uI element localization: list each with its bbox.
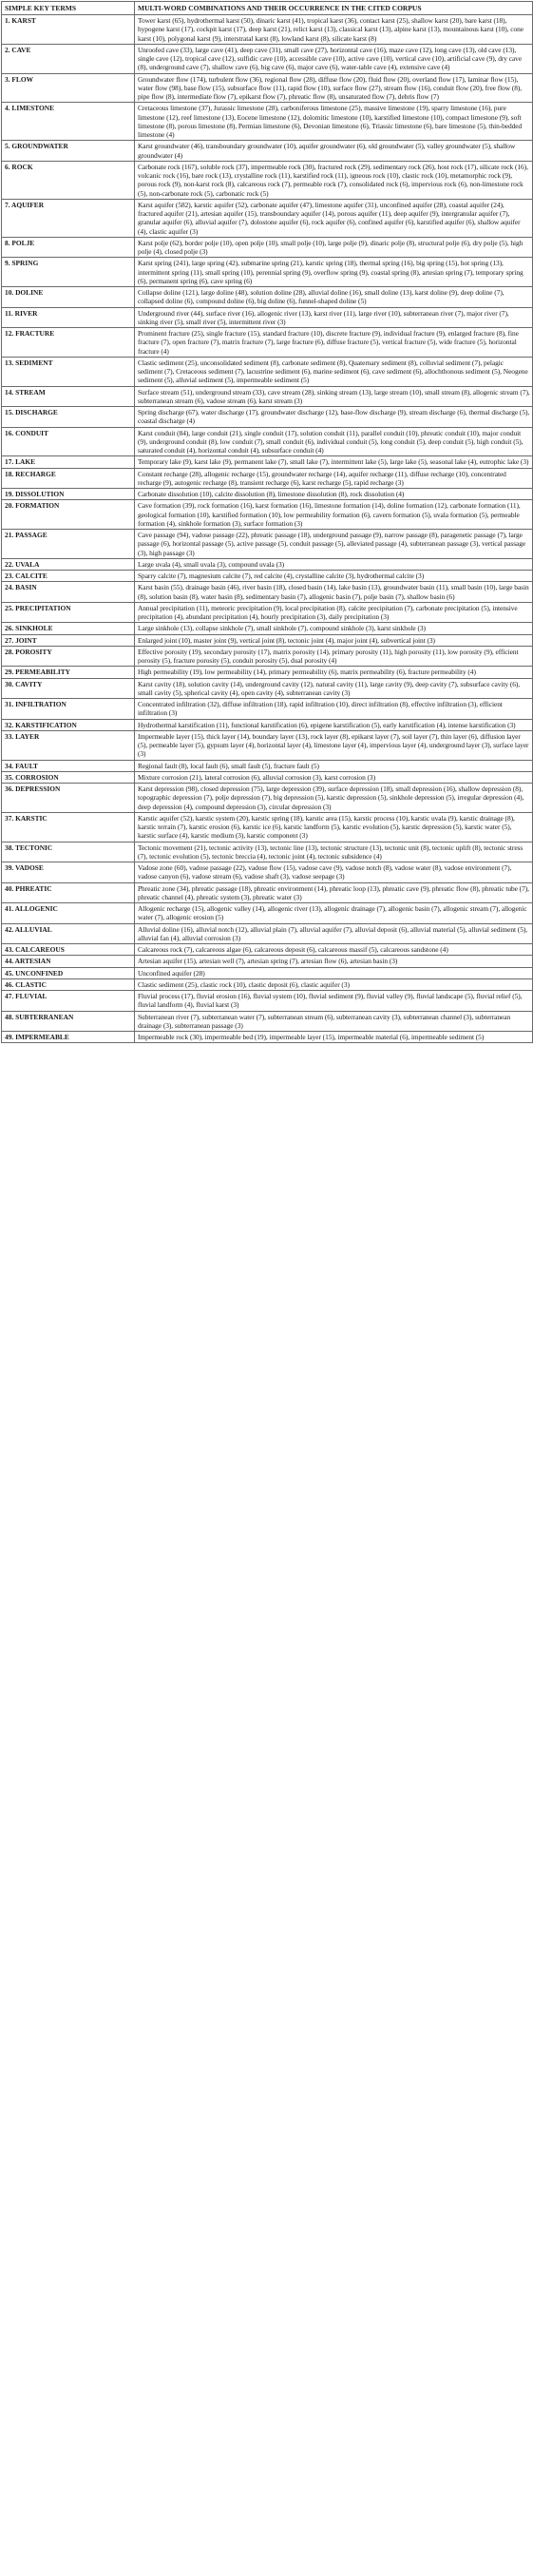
table-row	[2, 1011, 533, 1032]
combinations-cell: Karst groundwater (46), transboundary groundwater (10), aquifer groundwater (6), old groundwater (5), valley groundwater (5), shallow groundwater (4)	[135, 141, 533, 162]
key-term-cell: 11. RIVER	[2, 307, 135, 328]
table-row	[2, 944, 533, 956]
table-row	[2, 646, 533, 667]
key-term-cell: 19. DISSOLUTION	[2, 489, 135, 500]
table-row	[2, 582, 533, 603]
combinations-cell: Constant recharge (28), allogenic recharge (15), groundwater recharge (14), aquifer recharge (11), diffuse recharge (10), concentrated recharge (9), autogenic recharge (8), transient recharge (6), karst recharge (5), rapid recharge (3)	[135, 468, 533, 489]
combinations-cell: High permeability (19), low permeability (14), primary permeability (6), matrix permeability (6), fracture permeability (4)	[135, 667, 533, 678]
key-term-cell: 24. BASIN	[2, 582, 135, 603]
key-term-cell: 39. VADOSE	[2, 862, 135, 883]
table-row	[2, 991, 533, 1012]
table-row	[2, 456, 533, 468]
table-row	[2, 571, 533, 582]
combinations-cell: Alluvial doline (16), alluvial notch (12), alluvial plain (7), alluvial aquifer (7), alluvial deposit (6), alluvial material (5), alluvial sediment (5), alluvial fan (4), alluvial corrosion (3)	[135, 923, 533, 944]
key-term-cell: 41. ALLOGENIC	[2, 903, 135, 924]
table-row	[2, 530, 533, 559]
key-term-cell: 27. JOINT	[2, 634, 135, 646]
table-row	[2, 730, 533, 760]
combinations-cell: Regional fault (8), local fault (6), small fault (5), fracture fault (5)	[135, 760, 533, 771]
header-simple-key-terms: SIMPLE KEY TERMS	[2, 2, 135, 15]
table-row	[2, 699, 533, 720]
key-term-cell: 21. PASSAGE	[2, 530, 135, 559]
table-row	[2, 784, 533, 813]
combinations-cell: Carbonate rock (167), soluble rock (37), impermeable rock (30), fractured rock (29), sedimentary rock (26), host rock (17), silicate rock (16), volcanic rock (16), bare rock (13), crystalline rock (11), karstified rock (11), igneous rock (10), clastic rock (10), metamorphic rock (9), porous rock (9), non-karst rock (8), calcareous rock (7), permeable rock (7), consolidated rock (6), impervious rock (6), non-limestone rock (5), non-carbonate rock (5), carbonatic rock (5)	[135, 161, 533, 199]
table-row	[2, 812, 533, 842]
key-term-cell: 28. POROSITY	[2, 646, 135, 667]
key-term-cell: 22. UVALA	[2, 558, 135, 570]
key-term-cell: 46. CLASTIC	[2, 978, 135, 990]
key-term-cell: 37. KARSTIC	[2, 812, 135, 842]
key-term-cell: 26. SINKHOLE	[2, 623, 135, 634]
table-row	[2, 903, 533, 924]
combinations-cell: Clastic sediment (25), unconsolidated sediment (8), carbonate sediment (8), Quaternary sediment (8), colluvial sediment (7), pelagic sediment (7), Cretaceous sediment (7), lacustrine sediment (6), marine sediment (6), cave sediment (6), allochthonous sediment (5), Neogene sediment (5), alluvial sediment (5), impermeable sediment (5)	[135, 357, 533, 386]
key-terms-table	[1, 1, 533, 1043]
key-term-cell: 32. KARSTIFICATION	[2, 719, 135, 730]
combinations-cell: Karst spring (241), large spring (42), submarine spring (21), karstic spring (18), thermal spring (16), big spring (15), hot spring (13), intermittent spring (11), small spring (10), perennial spring (9), overflow spring (9), coastal spring (8), artesian spring (7), temporary spring (6), permanent spring (6), cave spring (6)	[135, 258, 533, 287]
combinations-cell: Mixture corrosion (21), lateral corrosion (6), alluvial corrosion (3), karst corrosion (3)	[135, 771, 533, 783]
table-row	[2, 678, 533, 699]
table-row	[2, 623, 533, 634]
key-term-cell: 33. LAYER	[2, 730, 135, 760]
table-row	[2, 15, 533, 45]
key-term-cell: 49. IMPERMEABLE	[2, 1032, 135, 1043]
combinations-cell: Artesian aquifer (15), artesian well (7), artesian spring (7), artesian flow (6), artesian basin (3)	[135, 956, 533, 967]
key-term-cell: 4. LIMESTONE	[2, 103, 135, 141]
combinations-cell: Karst aquifer (582), karstic aquifer (52), carbonate aquifer (47), limestone aquifer (31), unconfined aquifer (28), coastal aquifer (24), fractured aquifer (21), artesian aquifer (15), transboundary aquifer (14), porous aquifer (11), deep aquifer (9), intergranular aquifer (7), granular aquifer (6), alluvial aquifer (7), dolostone aquifer (6), rock aquifer (6), confined aquifer (6), karstified aquifer (6), shallow aquifer (4), clastic aquifer (3)	[135, 199, 533, 237]
key-term-cell: 6. ROCK	[2, 161, 135, 199]
key-term-cell: 12. FRACTURE	[2, 328, 135, 358]
combinations-cell: Large sinkhole (13), collapse sinkhole (7), small sinkhole (7), compound sinkhole (3), karst sinkhole (3)	[135, 623, 533, 634]
table-row	[2, 328, 533, 358]
combinations-cell: Impermeable layer (15), thick layer (14), boundary layer (13), rock layer (8), epikarst layer (7), soil layer (7), thin layer (6), diffusion layer (5), permeable layer (5), gypsum layer (4), horizontal layer (4), limestone layer (4), impervious layer (4), underground layer (3), surface layer (3)	[135, 730, 533, 760]
table-row	[2, 141, 533, 162]
table-row	[2, 558, 533, 570]
key-term-cell: 40. PHREATIC	[2, 882, 135, 903]
table-row	[2, 161, 533, 199]
table-row	[2, 862, 533, 883]
combinations-cell: Impermeable rock (30), impermeable bed (19), impermeable layer (15), impermeable material (6), impermeable sediment (5)	[135, 1032, 533, 1043]
combinations-cell: Karst conduit (84), large conduit (21), single conduit (17), solution conduit (11), parallel conduit (10), phreatic conduit (10), major conduit (9), underground conduit (8), low conduit (7), small conduit (6), individual conduit (5), long conduit (5), deep conduit (5), high conduit (5), saturated conduit (4), horizontal conduit (4), subsurface conduit (4)	[135, 427, 533, 456]
combinations-cell: Karst cavity (18), solution cavity (14), underground cavity (12), natural cavity (11), large cavity (9), deep cavity (7), subsurface cavity (6), small cavity (5), spherical cavity (4), open cavity (4), subterranean cavity (3)	[135, 678, 533, 699]
key-term-cell: 23. CALCITE	[2, 571, 135, 582]
combinations-cell: Cave passage (94), vadose passage (22), phreatic passage (18), underground passage (9), narrow passage (8), paragenetic passage (7), large passage (6), horizontal passage (5), active passage (5), conduit passage (5), alleviated passage (4), subterranean passage (3), vertical passage (3), high passage (3)	[135, 530, 533, 559]
header-multi-word-combinations: MULTI-WORD COMBINATIONS AND THEIR OCCURRENCE IN THE CITED CORPUS	[135, 2, 533, 15]
table-row	[2, 842, 533, 862]
table-header-row	[2, 2, 533, 15]
table-row	[2, 771, 533, 783]
table-row	[2, 978, 533, 990]
table-row	[2, 199, 533, 237]
table-row	[2, 760, 533, 771]
table-row	[2, 634, 533, 646]
combinations-cell: Allogenic recharge (15), allogenic valley (14), allogenic river (13), allogenic drainage (7), allogenic basin (7), allogenic stream (7), allogenic water (7), allogenic erosion (5)	[135, 903, 533, 924]
combinations-cell: Unconfined aquifer (28)	[135, 967, 533, 978]
key-term-cell: 2. CAVE	[2, 44, 135, 73]
table-row	[2, 357, 533, 386]
combinations-cell: Vadose zone (60), vadose passage (22), vadose flow (15), vadose cave (9), vadose notch (8), vadose water (8), vadose environment (7), vadose canyon (6), vadose stream (6), vadose shaft (3), vadose seepage (3)	[135, 862, 533, 883]
combinations-cell: Enlarged joint (10), master joint (9), vertical joint (8), tectonic joint (4), major joint (4), subvertical joint (3)	[135, 634, 533, 646]
key-term-cell: 47. FLUVIAL	[2, 991, 135, 1012]
table-row	[2, 468, 533, 489]
key-term-cell: 35. CORROSION	[2, 771, 135, 783]
combinations-cell: Karst polje (62), border polje (10), open polje (10), small polje (10), large polje (9), dinaric polje (8), structural polje (6), dry polje (5), high polje (4), closed polje (3)	[135, 237, 533, 258]
combinations-cell: Surface stream (51), underground stream (33), cave stream (28), sinking stream (13), large stream (10), small stream (8), allogenic stream (7), subterranean stream (6), vadose stream (6), karst stream (3)	[135, 386, 533, 407]
key-term-cell: 16. CONDUIT	[2, 427, 135, 456]
combinations-cell: Karstic aquifer (52), karstic system (20), karstic spring (18), karstic area (15), karstic process (10), karstic uvala (9), karstic drainage (8), karstic terrain (7), karstic erosion (6), karstic ice (6), karstic landform (5), karstic evolution (5), karstic depression (5), karstic water (5), karstic surface (4), karstic medium (3), karstic component (3)	[135, 812, 533, 842]
combinations-cell: Annual precipitation (11), meteoric precipitation (9), local precipitation (8), calcite precipitation (7), carbonate precipitation (5), intensive precipitation (4), abundant precipitation (4), hourly precipitation (3), daily precipitation (3)	[135, 602, 533, 623]
table-row	[2, 602, 533, 623]
table-body	[2, 15, 533, 1043]
table-row	[2, 1032, 533, 1043]
table-row	[2, 103, 533, 141]
key-term-cell: 1. KARST	[2, 15, 135, 45]
key-term-cell: 18. RECHARGE	[2, 468, 135, 489]
table-row	[2, 967, 533, 978]
combinations-cell: Spring discharge (67), water discharge (17), groundwater discharge (12), base-flow discharge (9), stream discharge (6), thermal discharge (5), coastal discharge (4)	[135, 407, 533, 428]
combinations-cell: Cretaceous limestone (37), Jurassic limestone (28), carboniferous limestone (25), massive limestone (19), sparry limestone (16), pure limestone (12), reef limestone (13), Eocene limestone (12), dolomitic limestone (10), karstified limestone (10), compact limestone (9), soft limestone (8), porous limestone (8), Permian limestone (6), Devonian limestone (6), Triassic limestone (6), bare limestone (5), thin-bedded limestone (4)	[135, 103, 533, 141]
combinations-cell: Underground river (44), surface river (16), allogenic river (13), karst river (11), large river (10), subterranean river (7), major river (7), sinking river (5), small river (5), intermittent river (3)	[135, 307, 533, 328]
key-term-cell: 36. DEPRESSION	[2, 784, 135, 813]
table-row	[2, 407, 533, 428]
key-term-cell: 3. FLOW	[2, 73, 135, 103]
key-term-cell: 38. TECTONIC	[2, 842, 135, 862]
combinations-cell: Unroofed cave (33), large cave (41), deep cave (31), small cave (27), horizontal cave (16), maze cave (12), long cave (13), old cave (13), single cave (12), tropical cave (12), sulfidic cave (10), accessible cave (10), active cave (10), vertical cave (10), artificial cave (9), dry cave (8), underground cave (7), shallow cave (6), big cave (6), major cave (6), water-table cave (4), extensive cave (4)	[135, 44, 533, 73]
combinations-cell: Hydrothermal karstification (11), functional karstification (6), epigene karstification (5), early karstification (4), intense karstification (3)	[135, 719, 533, 730]
key-term-cell: 8. POLJE	[2, 237, 135, 258]
combinations-cell: Karst depression (98), closed depression (75), large depression (39), surface depression (18), small depression (16), shallow depression (8), topographic depression (7), polje depression (7), big depression (5), karstic depression (5), sinkhole depression (5), irregular depression (4), deep depression (4), compound depression (3), circular depression (3)	[135, 784, 533, 813]
combinations-cell: Prominent fracture (25), single fracture (15), standard fracture (10), discrete fracture (9), individual fracture (9), enlarged fracture (8), fine fracture (7), open fracture (7), matrix fracture (7), large fracture (6), diffuse fracture (5), vertical fracture (5), wide fracture (5), horizontal fracture (4)	[135, 328, 533, 358]
key-term-cell: 45. UNCONFINED	[2, 967, 135, 978]
combinations-cell: Large uvala (4), small uvala (3), compound uvala (3)	[135, 558, 533, 570]
combinations-cell: Carbonate dissolution (10), calcite dissolution (8), limestone dissolution (8), rock dissolution (4)	[135, 489, 533, 500]
key-term-cell: 14. STREAM	[2, 386, 135, 407]
combinations-cell: Clastic sediment (25), clastic rock (10), clastic deposit (6), clastic aquifer (3)	[135, 978, 533, 990]
key-term-cell: 29. PERMEABILITY	[2, 667, 135, 678]
table-row	[2, 73, 533, 103]
key-term-cell: 20. FORMATION	[2, 500, 135, 530]
table-row	[2, 287, 533, 308]
combinations-cell: Collapse doline (121), large doline (48), solution doline (28), alluvial doline (16), small doline (13), karst doline (9), deep doline (7), collapsed doline (6), compound doline (6), big doline (6), funnel-shaped doline (5)	[135, 287, 533, 308]
table-row	[2, 258, 533, 287]
combinations-cell: Fluvial process (17), fluvial erosion (16), fluvial system (10), fluvial sediment (9), fluvial valley (9), fluvial landscape (5), fluvial relief (5), fluvial landform (4), fluvial karst (3)	[135, 991, 533, 1012]
table-row	[2, 719, 533, 730]
combinations-cell: Groundwater flow (174), turbulent flow (36), regional flow (28), diffuse flow (20), fluid flow (20), overland flow (17), laminar flow (15), water flow (98), base flow (15), subsurface flow (11), rapid flow (10), surface flow (27), stream flow (16), conduit flow (20), free flow (8), pipe flow (8), intermediate flow (7), epikarst flow (7), phreatic flow (8), unsaturated flow (7), debris flow (7)	[135, 73, 533, 103]
combinations-cell: Calcareous rock (7), calcareous algae (6), calcareous deposit (6), calcareous massif (5), calcareous sandstone (4)	[135, 944, 533, 956]
key-term-cell: 42. ALLUVIAL	[2, 923, 135, 944]
table-row	[2, 386, 533, 407]
combinations-cell: Karst basin (55), drainage basin (46), river basin (18), closed basin (14), lake basin (13), groundwater basin (11), small basin (10), large basin (8), solution basin (8), water basin (8), sedimentary basin (7), allogenic basin (7), polje basin (7), shallow basin (6)	[135, 582, 533, 603]
table-row	[2, 923, 533, 944]
key-term-cell: 48. SUBTERRANEAN	[2, 1011, 135, 1032]
table-row	[2, 237, 533, 258]
table-row	[2, 44, 533, 73]
table-row	[2, 427, 533, 456]
key-term-cell: 7. AQUIFER	[2, 199, 135, 237]
combinations-cell: Cave formation (39), rock formation (16), karst formation (16), limestone formation (14), doline formation (12), carbonate formation (11), geological formation (10), karstified formation (10), low permeability formation (6), cavern formation (5), uvala formation (5), permeable formation (4), sinkhole formation (3), surface formation (3)	[135, 500, 533, 530]
key-term-cell: 17. LAKE	[2, 456, 135, 468]
combinations-cell: Phreatic zone (34), phreatic passage (18), phreatic environment (14), phreatic loop (13), phreatic cave (9), phreatic flow (8), phreatic tube (7), phreatic channel (4), phreatic system (3), phreatic water (3)	[135, 882, 533, 903]
table-row	[2, 956, 533, 967]
table-row	[2, 667, 533, 678]
table-row	[2, 500, 533, 530]
table-row	[2, 307, 533, 328]
key-term-cell: 34. FAULT	[2, 760, 135, 771]
key-term-cell: 5. GROUNDWATER	[2, 141, 135, 162]
combinations-cell: Tectonic movement (21), tectonic activity (13), tectonic line (13), tectonic structure (13), tectonic unit (8), tectonic uplift (8), tectonic stress (7), tectonic evolution (5), tectonic breccia (4), tectonic joint (4), tectonic subsidence (4)	[135, 842, 533, 862]
key-term-cell: 30. CAVITY	[2, 678, 135, 699]
key-term-cell: 25. PRECIPITATION	[2, 602, 135, 623]
table-row	[2, 489, 533, 500]
key-term-cell: 10. DOLINE	[2, 287, 135, 308]
key-term-cell: 13. SEDIMENT	[2, 357, 135, 386]
combinations-cell: Temporary lake (9), karst lake (9), permanent lake (7), small lake (7), intermittent lake (5), large lake (5), seasonal lake (4), eutrophic lake (3)	[135, 456, 533, 468]
key-term-cell: 31. INFILTRATION	[2, 699, 135, 720]
key-term-cell: 15. DISCHARGE	[2, 407, 135, 428]
key-term-cell: 44. ARTESIAN	[2, 956, 135, 967]
combinations-cell: Sparry calcite (7), magnesium calcite (7), red calcite (4), crystalline calcite (3), hydrothermal calcite (3)	[135, 571, 533, 582]
combinations-cell: Tower karst (65), hydrothermal karst (50), dinaric karst (41), tropical karst (36), contact karst (25), shallow karst (20), bare karst (18), hypogene karst (17), cockpit karst (17), deep karst (21), relict karst (13), classical karst (13), alpine karst (13), mountainous karst (10), cone karst (10), polygonal karst (9), interstratal karst (8), lowland karst (8), silicate karst (8)	[135, 15, 533, 45]
combinations-cell: Subterranean river (7), subterranean water (7), subterranean stream (6), subterranean cavity (3), subterranean channel (3), subterranean drainage (3), subterranean passage (3)	[135, 1011, 533, 1032]
table-row	[2, 882, 533, 903]
combinations-cell: Concentrated infiltration (32), diffuse infiltration (18), rapid infiltration (10), direct infiltration (8), effective infiltration (3), efficient infiltration (3)	[135, 699, 533, 720]
key-term-cell: 43. CALCAREOUS	[2, 944, 135, 956]
combinations-cell: Effective porosity (19), secondary porosity (17), matrix porosity (14), primary porosity (11), high porosity (11), low porosity (9), efficient porosity (5), fracture porosity (5), conduit porosity (5), dual porosity (4)	[135, 646, 533, 667]
key-term-cell: 9. SPRING	[2, 258, 135, 287]
